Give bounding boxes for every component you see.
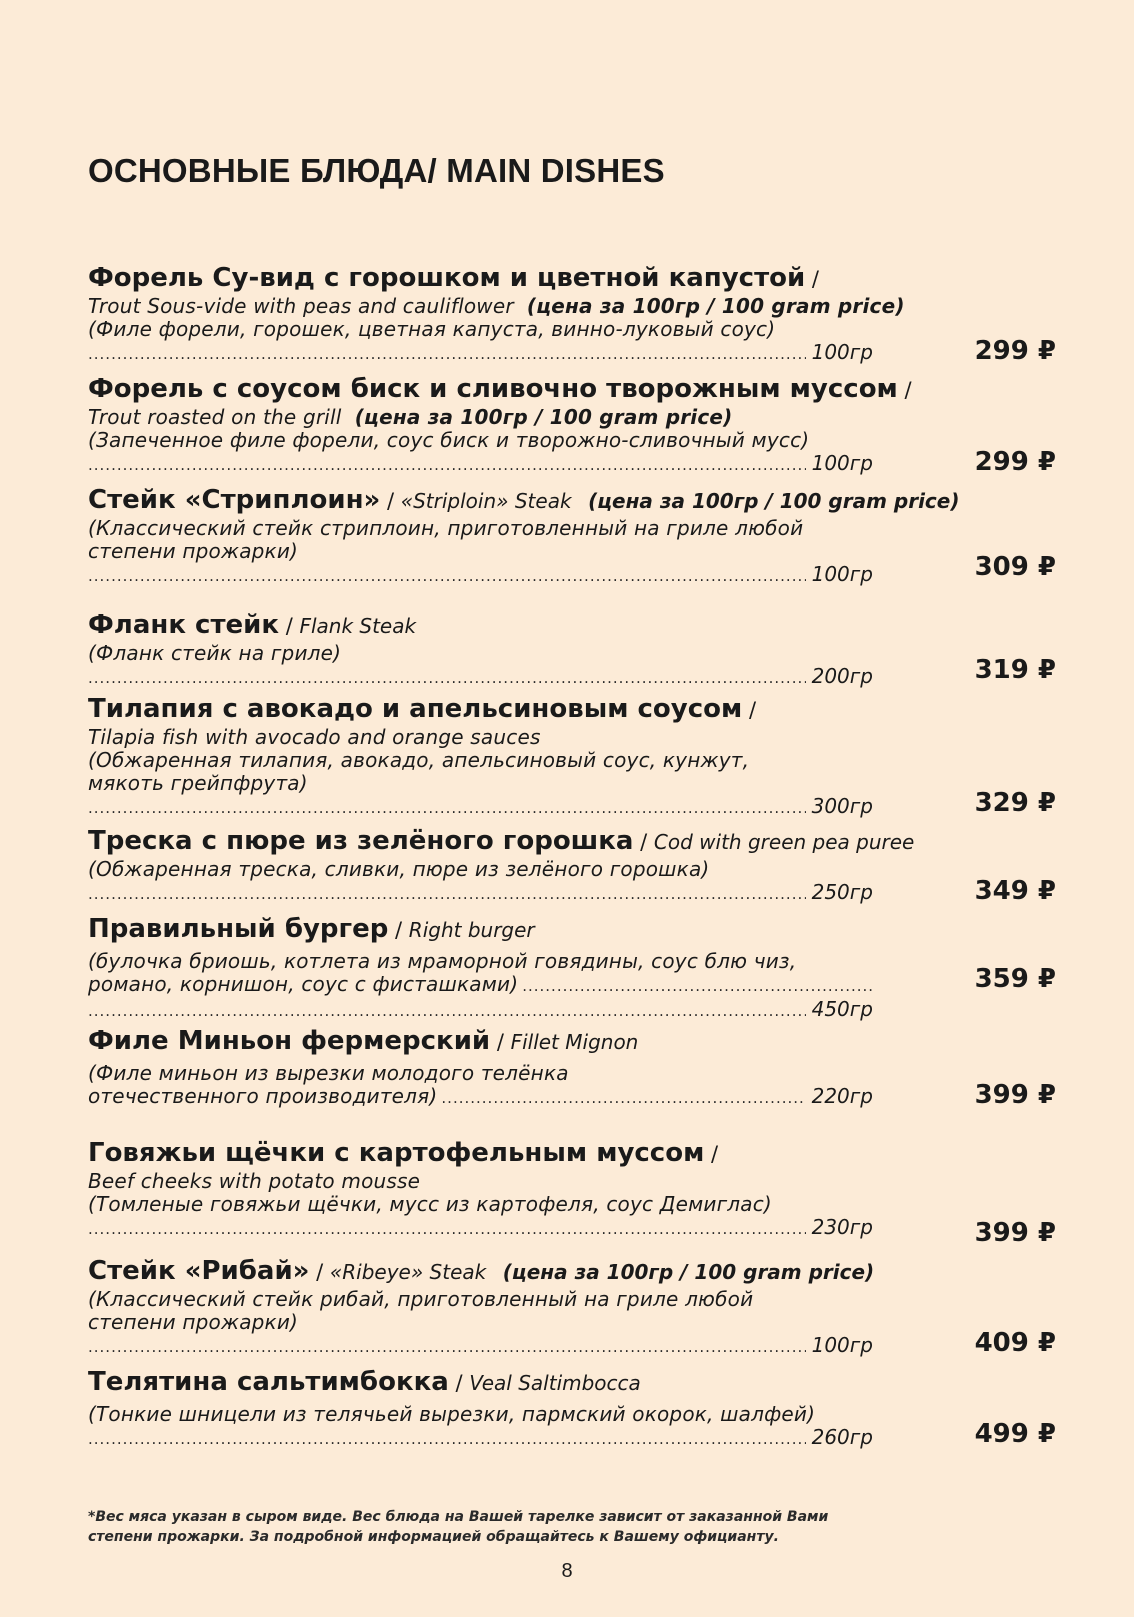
dot-leader (88, 1428, 806, 1451)
dot-leader (441, 1087, 805, 1110)
dot-leader (88, 883, 806, 906)
dish-description: (Тонкие шницели из телячьей вырезки, пармский окорок, шалфей) (88, 1402, 816, 1426)
dish-price: 319 ₽ (974, 655, 1056, 685)
dish-price: 299 ₽ (974, 447, 1056, 477)
dish-name-en: Trout Sous-vide with peas and cauliflower (88, 294, 514, 318)
dish-description-line2: мякоть грейпфрута) (88, 771, 308, 795)
dish-description: (Томленые говяжьи щёчки, мусс из картофеля, соус Демиглас) (88, 1192, 772, 1216)
dish-description: (булочка бриошь, котлета из мраморной говядины, соус блю чиз, (88, 949, 797, 973)
dish-description-line2: отечественного производителя) (88, 1084, 438, 1108)
dish-name-en: Cod with green pea puree (653, 830, 915, 854)
price-note: (цена за 100гр / 100 gram price) (354, 405, 733, 429)
dish-price: 399 ₽ (974, 1080, 1056, 1110)
dish-description: (Филе форели, горошек, цветная капуста, винно-луковый соус) (88, 317, 776, 341)
name-separator: / (742, 698, 757, 722)
dish-weight: 450гр (811, 997, 873, 1021)
name-separator: / (897, 378, 912, 402)
dot-leader (88, 454, 806, 477)
dish-price: 299 ₽ (974, 336, 1056, 366)
dish-name-en: Trout roasted on the grill (88, 405, 342, 429)
dish-price: 359 ₽ (974, 964, 1056, 994)
dish-name-en: Flank Steak (299, 614, 417, 638)
dish-name-en: Beef cheeks with potato mousse (88, 1169, 421, 1193)
price-note: (цена за 100гр / 100 gram price) (588, 489, 960, 513)
dish-name-en: «Ribeye» Steak (329, 1260, 487, 1284)
page-title: ОСНОВНЫЕ БЛЮДА/ MAIN DISHES (88, 152, 665, 189)
name-separator: / (388, 918, 409, 942)
dish-name: Правильный бургер (88, 914, 389, 944)
dish-name: Треска с пюре из зелёного горошка (88, 826, 634, 856)
name-separator: / (490, 1030, 511, 1054)
dish-description: (Запеченное филе форели, соус биск и творожно-сливочный мусс) (88, 428, 810, 452)
dish-weight: 300гр (811, 794, 873, 818)
dish-name-en: «Striploin» Steak (400, 489, 572, 513)
dot-leader (88, 1000, 806, 1023)
name-separator: / (448, 1371, 470, 1395)
dish-description: (Фланк стейк на гриле) (88, 641, 342, 665)
dish-price: 499 ₽ (974, 1419, 1056, 1449)
dish-price: 329 ₽ (974, 788, 1056, 818)
dish-weight: 100гр (811, 1333, 873, 1357)
dot-leader (88, 565, 806, 588)
dish-name: Филе Миньон фермерский (88, 1026, 491, 1056)
dish-name: Стейк «Рибай» (88, 1256, 310, 1286)
dot-leader (88, 1336, 806, 1359)
name-separator: / (805, 267, 819, 291)
dish-description: (Классический стейк рибай, приготовленный на гриле любой (88, 1287, 754, 1311)
dot-leader (522, 975, 873, 998)
dish-price: 309 ₽ (974, 552, 1056, 582)
name-separator: / (704, 1142, 719, 1166)
dot-leader (88, 343, 806, 366)
footnote: *Вес мяса указан в сыром виде. Вес блюда на Вашей тарелке зависит от заказанной Вами степени прожарки. За подробной информацией обращайтесь к Вашему официанту. (88, 1509, 829, 1545)
page-number: 8 (561, 1560, 573, 1582)
dish-weight: 250гр (811, 880, 873, 904)
dish-weight: 230гр (811, 1215, 873, 1239)
dish-price: 409 ₽ (974, 1328, 1056, 1358)
dish-name-en: Veal Saltimbocca (469, 1371, 641, 1395)
dish-description: (Обжаренная треска, сливки, пюре из зелёного горошка) (88, 857, 710, 881)
dish-name: Форель с соусом биск и сливочно творожным муссом (88, 374, 898, 404)
price-note: (цена за 100гр / 100 gram price) (526, 294, 905, 318)
name-separator: / (279, 614, 300, 638)
dish-weight: 220гр (811, 1084, 873, 1108)
price-note: (цена за 100гр / 100 gram price) (502, 1260, 875, 1284)
dot-leader (88, 1218, 806, 1241)
dot-leader (88, 667, 806, 690)
dish-description-line2: романо, корнишон, соус с фисташками) (88, 972, 519, 996)
name-separator: / (309, 1260, 330, 1284)
dish-price: 399 ₽ (974, 1218, 1056, 1248)
dish-weight: 260гр (811, 1425, 873, 1449)
dot-leader (88, 797, 806, 820)
dish-name-en: Tilapia fish with avocado and orange sauces (88, 725, 541, 749)
dish-weight: 100гр (811, 451, 873, 475)
name-separator: / (633, 830, 654, 854)
dish-description: (Филе миньон из вырезки молодого телёнка (88, 1061, 569, 1085)
dish-description-line2: степени прожарки) (88, 539, 299, 563)
dish-price: 349 ₽ (974, 876, 1056, 906)
dish-description-line2: степени прожарки) (88, 1310, 299, 1334)
dish-name-en: Fillet Mignon (510, 1030, 639, 1054)
dish-description: (Классический стейк стриплоин, приготовленный на гриле любой (88, 516, 804, 540)
dish-name: Стейк «Стриплоин» (88, 485, 381, 515)
dish-name-en: Right burger (408, 918, 535, 942)
name-separator: / (380, 489, 401, 513)
dish-weight: 200гр (811, 664, 873, 688)
dish-name: Форель Су-вид с горошком и цветной капустой (88, 263, 806, 293)
dish-description: (Обжаренная тилапия, авокадо, апельсиновый соус, кунжут, (88, 748, 750, 772)
dish-weight: 100гр (811, 340, 873, 364)
dish-weight: 100гр (811, 562, 873, 586)
dish-name: Фланк стейк (88, 610, 280, 640)
dish-name: Тилапия с авокадо и апельсиновым соусом (88, 694, 743, 724)
dish-name: Телятина сальтимбокка (88, 1367, 449, 1397)
dish-name: Говяжьи щёчки с картофельным муссом (88, 1138, 705, 1168)
